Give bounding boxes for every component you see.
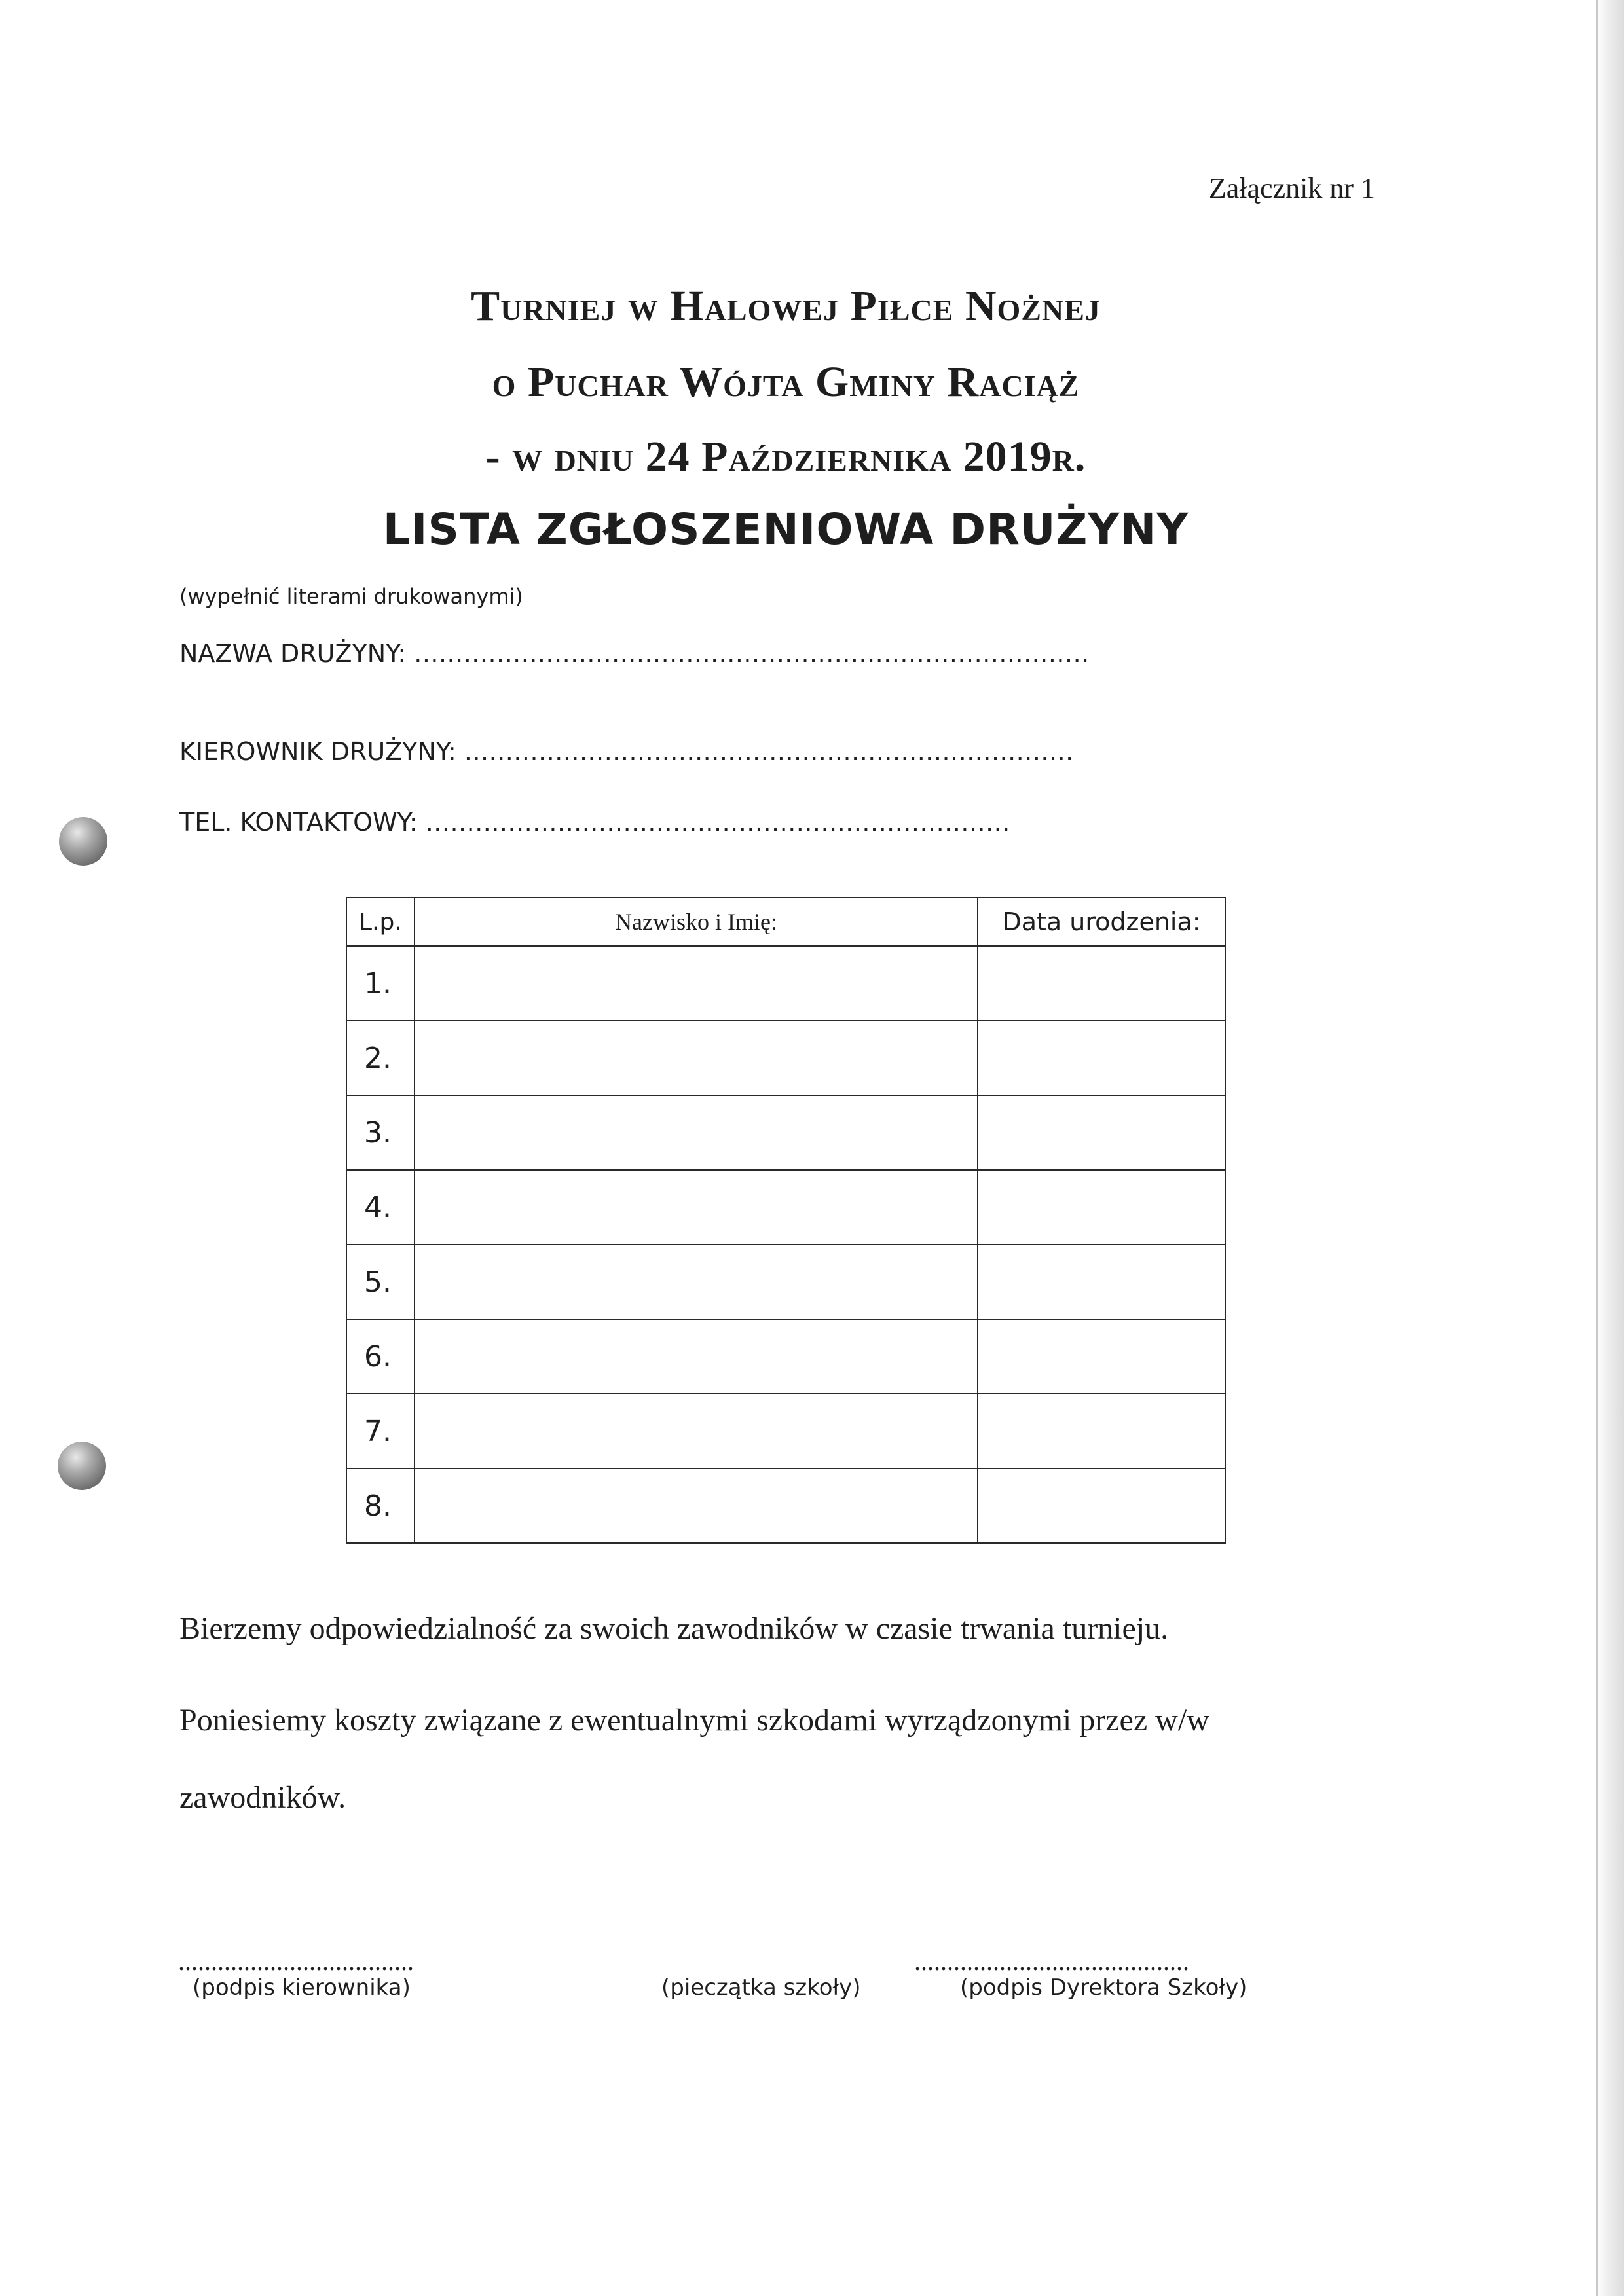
- header-birth-date: Data urodzenia:: [978, 898, 1225, 946]
- phone-label: TEL. KONTAKTOWY:: [179, 808, 418, 837]
- birth-date-cell[interactable]: [978, 1095, 1225, 1170]
- manager-dots: ..........................................................................: [464, 737, 1074, 766]
- players-table: [346, 897, 1226, 1544]
- punch-hole-bottom: [58, 1442, 106, 1490]
- phone-dots: .......................................................................: [425, 808, 1010, 837]
- title-line-3: - w dniu 24 Października 2019r.: [485, 433, 1086, 481]
- row-number: 6.: [346, 1319, 415, 1394]
- title-line-1: Turniej w Halowej Piłce Nożnej: [471, 282, 1101, 330]
- header-name: Nazwisko i Imię:: [415, 898, 978, 946]
- table-row: [346, 1394, 1225, 1468]
- team-name-dots: ..................................................................................: [414, 639, 1090, 668]
- statement-costs-continued: zawodników.: [179, 1780, 346, 1815]
- team-name-field[interactable]: [179, 639, 1090, 668]
- table-row: [346, 1245, 1225, 1319]
- table-row: [346, 1095, 1225, 1170]
- school-stamp-label: (pieczątka szkoły): [661, 1975, 861, 2001]
- birth-date-cell[interactable]: [978, 946, 1225, 1021]
- row-number: 4.: [346, 1170, 415, 1245]
- director-signature-label: (podpis Dyrektora Szkoły): [960, 1975, 1247, 2001]
- name-cell[interactable]: [415, 1021, 978, 1095]
- birth-date-cell[interactable]: [978, 1468, 1225, 1543]
- birth-date-cell[interactable]: [978, 1394, 1225, 1468]
- name-cell[interactable]: [415, 1394, 978, 1468]
- birth-date-cell[interactable]: [978, 1319, 1225, 1394]
- manager-signature-line[interactable]: ....................................: [178, 1946, 414, 1976]
- row-number: 2.: [346, 1021, 415, 1095]
- header-lp: L.p.: [346, 898, 415, 946]
- row-number: 3.: [346, 1095, 415, 1170]
- table-row: [346, 1021, 1225, 1095]
- name-cell[interactable]: [415, 1245, 978, 1319]
- name-cell[interactable]: [415, 946, 978, 1021]
- instruction-text: (wypełnić literami drukowanymi): [179, 584, 523, 609]
- table-row: [346, 1468, 1225, 1543]
- name-cell[interactable]: [415, 1468, 978, 1543]
- punch-hole-top: [59, 817, 107, 866]
- name-cell[interactable]: [415, 1170, 978, 1245]
- birth-date-cell[interactable]: [978, 1021, 1225, 1095]
- table-row: [346, 1319, 1225, 1394]
- table-header-row: [346, 898, 1225, 946]
- row-number: 5.: [346, 1245, 415, 1319]
- team-name-label: NAZWA DRUŻYNY:: [179, 639, 407, 668]
- birth-date-cell[interactable]: [978, 1170, 1225, 1245]
- name-cell[interactable]: [415, 1319, 978, 1394]
- name-cell[interactable]: [415, 1095, 978, 1170]
- birth-date-cell[interactable]: [978, 1245, 1225, 1319]
- manager-label: KIEROWNIK DRUŻYNY:: [179, 737, 456, 766]
- row-number: 1.: [346, 946, 415, 1021]
- row-number: 7.: [346, 1394, 415, 1468]
- form-title: LISTA ZGŁOSZENIOWA DRUŻYNY: [382, 504, 1189, 555]
- director-signature-line[interactable]: ..........................................: [914, 1946, 1189, 1976]
- page-edge-shadow: [1596, 0, 1624, 2296]
- title-line-2: o Puchar Wójta Gminy Raciąż: [492, 358, 1080, 406]
- phone-field[interactable]: [179, 808, 1010, 837]
- page-edge-line: [1596, 0, 1598, 2296]
- manager-signature-label: (podpis kierownika): [193, 1975, 411, 2001]
- manager-field[interactable]: [179, 737, 1074, 766]
- table-row: [346, 946, 1225, 1021]
- annex-label: Załącznik nr 1: [1208, 172, 1375, 204]
- statement-costs: Poniesiemy koszty związane z ewentualnymi szkodami wyrządzonymi przez w/w: [179, 1703, 1209, 1738]
- table-row: [346, 1170, 1225, 1245]
- row-number: 8.: [346, 1468, 415, 1543]
- statement-responsibility: Bierzemy odpowiedzialność za swoich zawodników w czasie trwania turnieju.: [179, 1611, 1169, 1646]
